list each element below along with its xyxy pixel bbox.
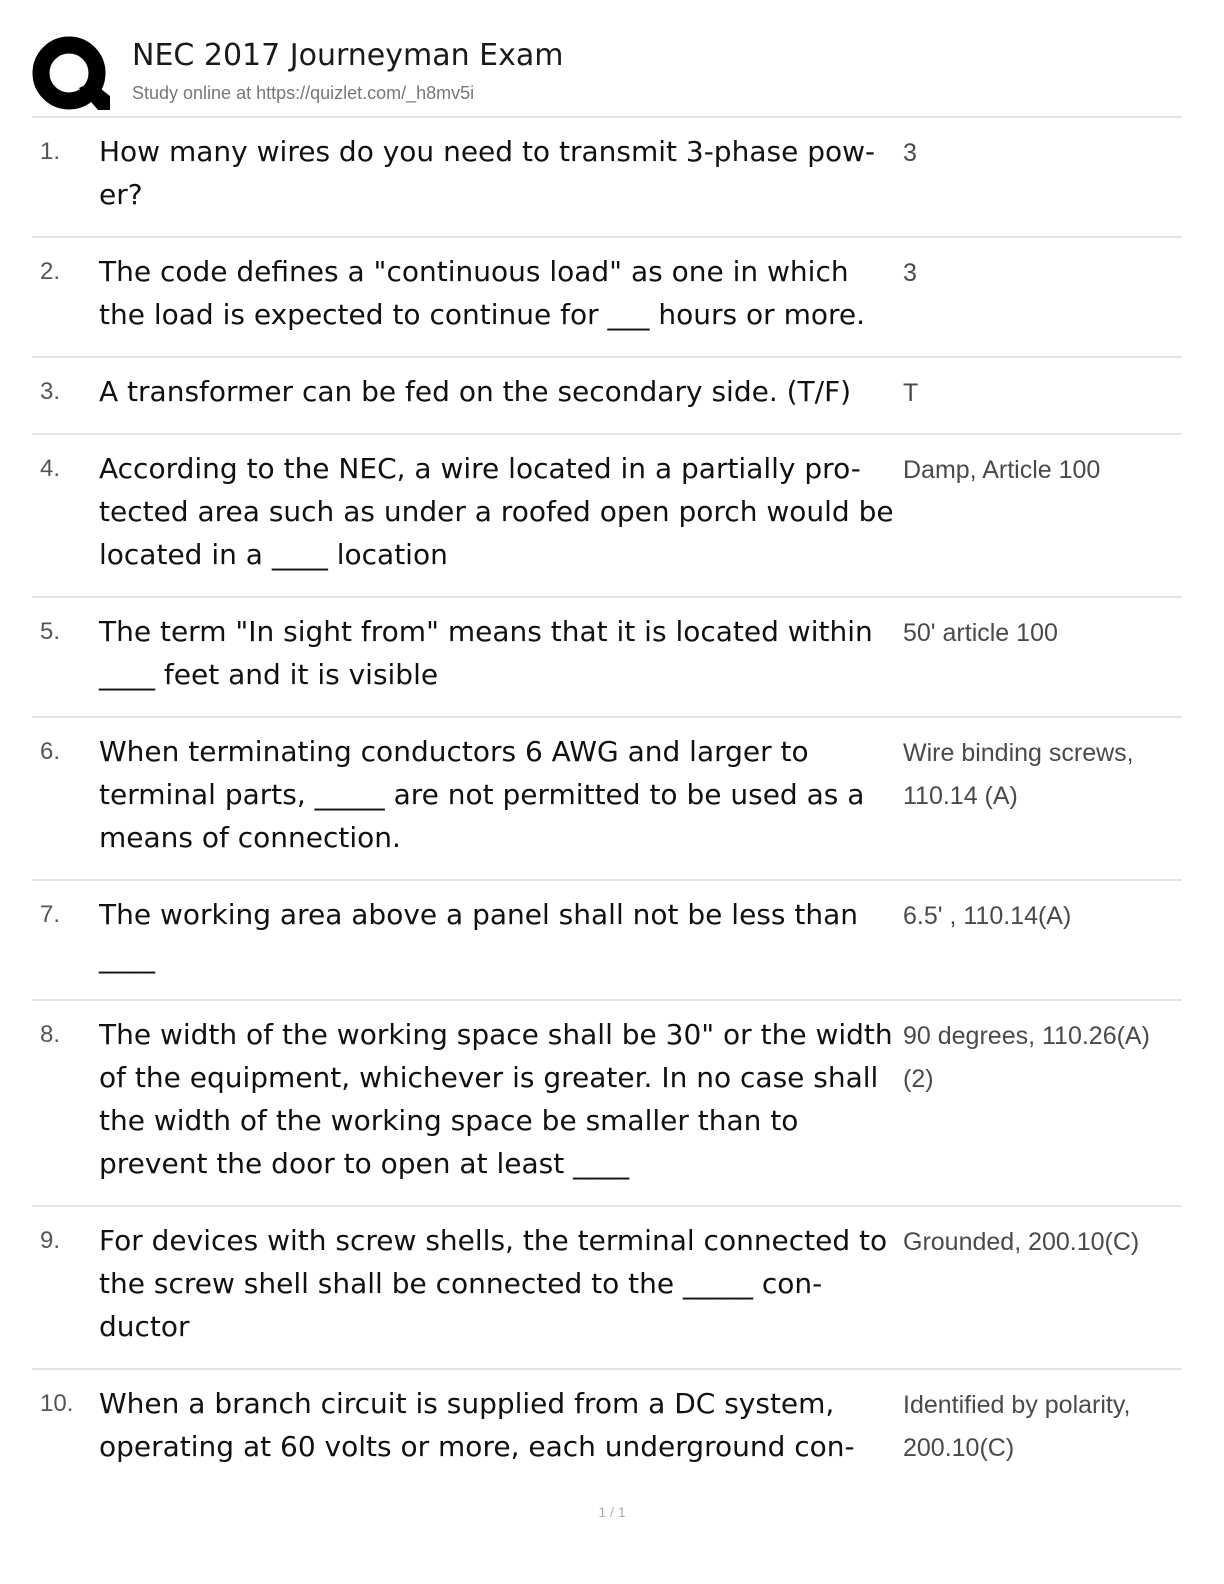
item-question: The width of the working space shall be 30" or the width of the equipment, whichever is greater. In no case shall the width of the working space be smaller than to prevent the door to open at least ____ <box>99 1018 893 1180</box>
page-title: NEC 2017 Journeyman Exam <box>132 38 564 73</box>
page-number: 1 / 1 <box>598 1504 626 1520</box>
item-question: The working area above a panel shall not be less than ____ <box>99 898 858 974</box>
list-item <box>32 1370 1182 1488</box>
item-question: A transformer can be fed on the secondary side. (T/F) <box>99 375 852 408</box>
item-question: When terminating conductors 6 AWG and larger to terminal parts, _____ are not permitted to be used as a means of connection. <box>99 735 865 854</box>
item-answer: Damp, Article 100 <box>903 456 1101 484</box>
item-question: When a branch circuit is supplied from a DC system, operating at 60 volts or more, each underground con- <box>99 1387 855 1463</box>
item-number: 8. <box>40 1021 61 1048</box>
item-answer: 50' article 100 <box>903 619 1058 647</box>
item-question: The term "In sight from" means that it is located within ____ feet and it is visible <box>99 615 873 691</box>
item-number: 4. <box>40 455 61 482</box>
flashcard-list <box>32 118 1182 1488</box>
item-question: The code defines a "continuous load" as one in which the load is expected to continue for ___ hours or more. <box>99 255 865 331</box>
item-number: 9. <box>40 1227 61 1254</box>
item-question: For devices with screw shells, the terminal connected to the screw shell shall be connected to the _____ con-ductor <box>99 1224 888 1343</box>
item-answer: 3 <box>903 259 917 287</box>
item-number: 6. <box>40 738 61 765</box>
list-item <box>32 881 1182 1001</box>
item-answer: T <box>903 379 919 407</box>
item-answer: Wire binding screws, 110.14 (A) <box>903 739 1134 810</box>
item-answer: 3 <box>903 139 917 167</box>
item-answer: Identified by polarity, 200.10(C) <box>903 1391 1131 1462</box>
item-number: 1. <box>40 138 61 165</box>
list-item <box>32 238 1182 358</box>
list-item <box>32 358 1182 435</box>
item-answer: 90 degrees, 110.26(A)(2) <box>903 1022 1150 1093</box>
list-item <box>32 598 1182 718</box>
item-number: 5. <box>40 618 61 645</box>
page-subtitle: Study online at https://quizlet.com/_h8mv5i <box>132 83 475 103</box>
item-answer: Grounded, 200.10(C) <box>903 1228 1140 1256</box>
item-number: 3. <box>40 378 61 405</box>
item-answer: 6.5' , 110.14(A) <box>903 902 1072 930</box>
item-number: 7. <box>40 901 61 928</box>
quizlet-logo-icon <box>32 36 110 114</box>
item-number: 10. <box>40 1390 74 1417</box>
page-header <box>32 30 1182 118</box>
list-item <box>32 1001 1182 1207</box>
item-question: How many wires do you need to transmit 3-phase pow-er? <box>99 135 876 211</box>
item-number: 2. <box>40 258 61 285</box>
list-item <box>32 435 1182 598</box>
list-item <box>32 1207 1182 1370</box>
item-question: According to the NEC, a wire located in a partially pro-tected area such as under a roofed open porch would be located in a ____ location <box>99 452 894 571</box>
list-item <box>32 118 1182 238</box>
list-item <box>32 718 1182 881</box>
